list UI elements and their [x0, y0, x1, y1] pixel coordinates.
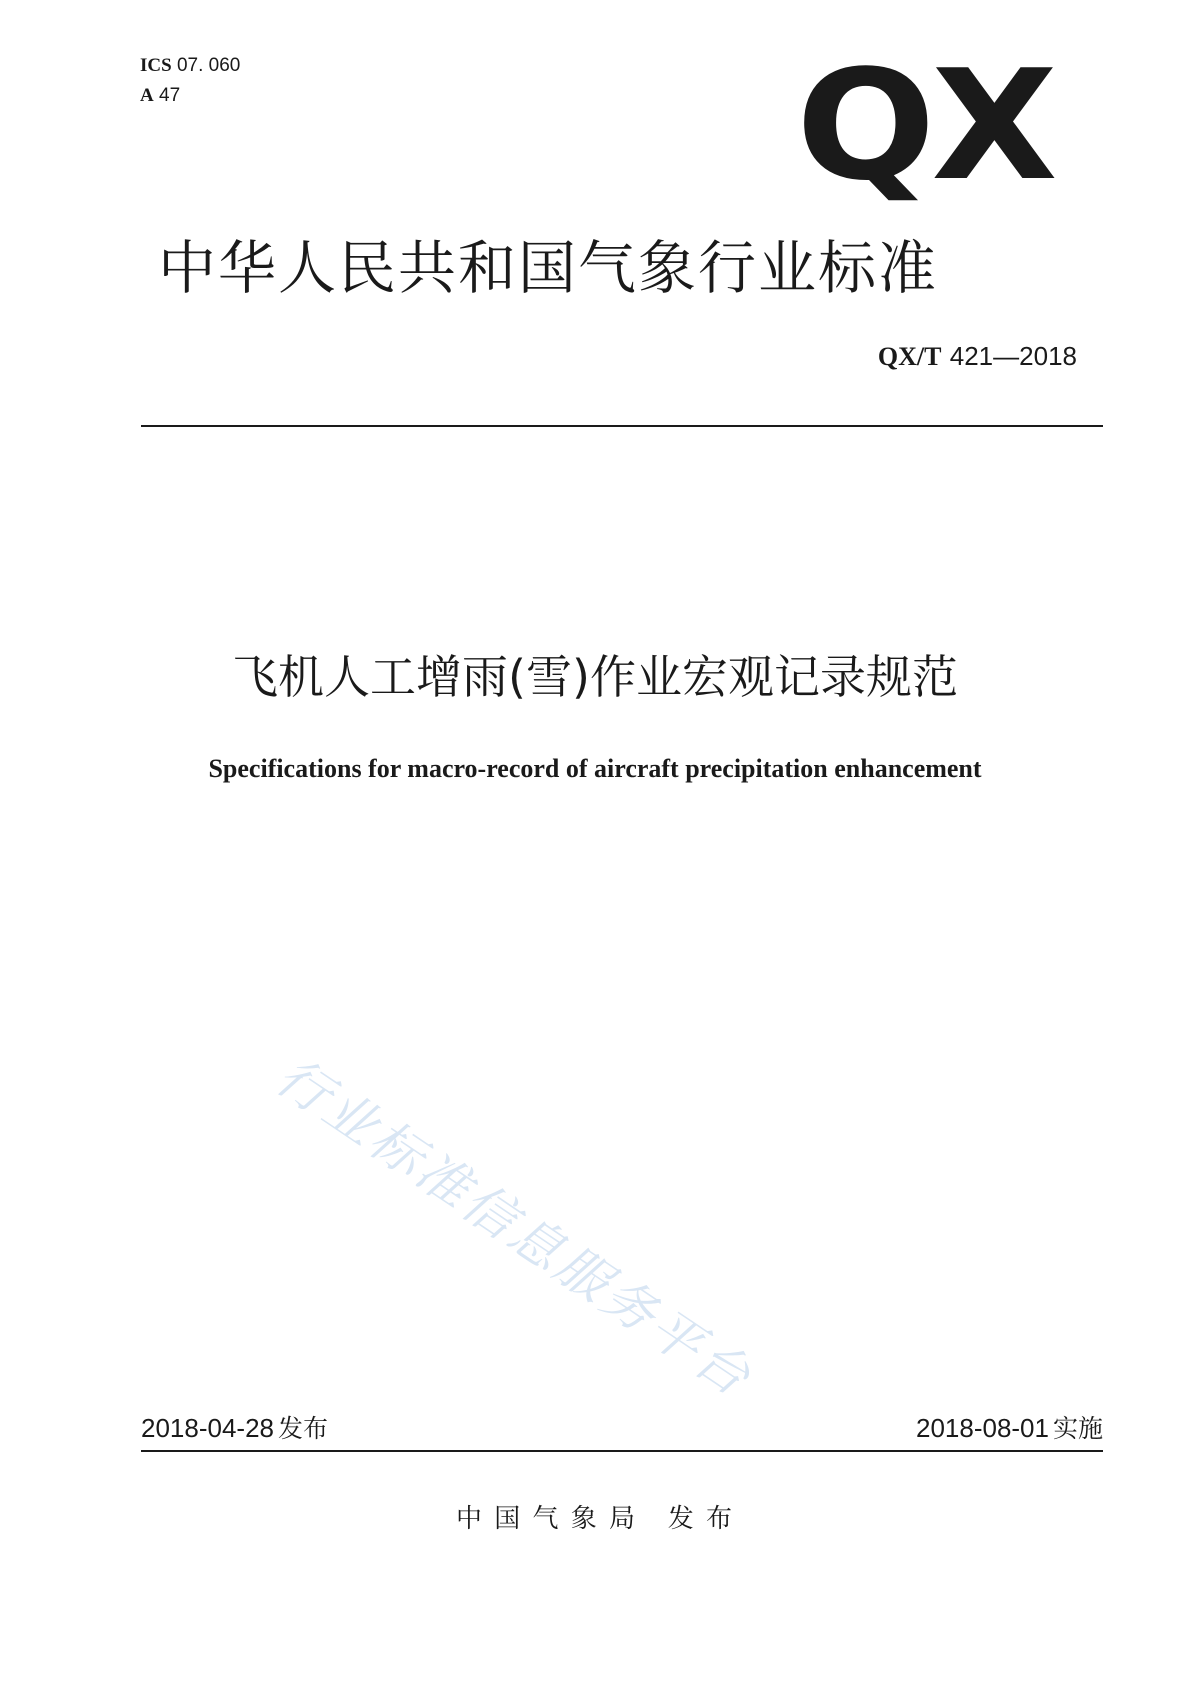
issue-date-label: 发布 [278, 1414, 329, 1443]
ics-label: ICS [140, 55, 172, 76]
issue-date [141, 1412, 328, 1445]
standard-number [878, 340, 1077, 373]
qx-logo: QX [796, 37, 1054, 214]
effective-date-value: 2018-08-01 [915, 1413, 1049, 1443]
effective-date-label: 实施 [1052, 1414, 1103, 1443]
ics-code [140, 54, 240, 78]
standard-number-prefix: QX/T [877, 342, 942, 371]
issuing-authority: 中 国 气 象 局 发 布 [455, 1504, 735, 1534]
effective-date [916, 1412, 1103, 1445]
document-title-english: Specifications for macro-record of aircraft precipitation enhancement [208, 754, 982, 783]
header-divider [141, 425, 1103, 427]
document-title-chinese: 飞机人工增雨(雪)作业宏观记录规范 [232, 650, 958, 704]
standard-category-title: 中华人民共和国气象行业标准 [158, 234, 939, 302]
classification-code [140, 84, 180, 108]
standard-number-value: 421—2018 [949, 341, 1077, 371]
watermark: 行业标准信息服务平台 [265, 1046, 764, 1410]
ics-value: 07. 060 [176, 55, 241, 76]
issue-date-value: 2018-04-28 [141, 1413, 274, 1443]
classification-value: 47 [159, 85, 181, 106]
classification-label: A [140, 85, 154, 106]
footer-divider [141, 1450, 1103, 1452]
